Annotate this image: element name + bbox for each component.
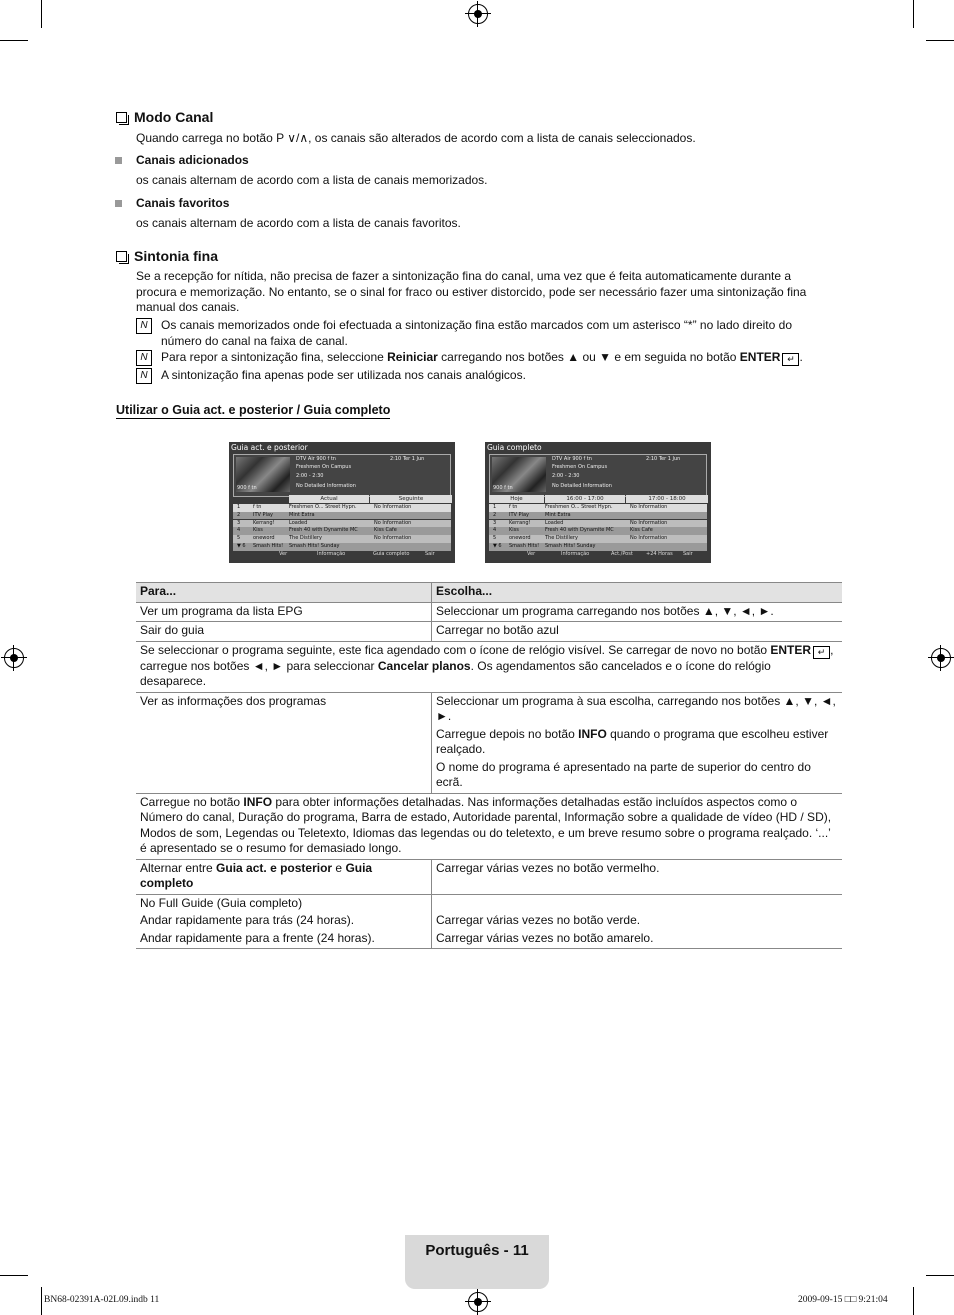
guide-row[interactable]: 1 f tn Freshmen O... Street Hypn. No Information — [233, 504, 451, 512]
crop-mark — [0, 40, 28, 41]
table-row: Sair do guia Carregar no botão azul — [136, 622, 842, 642]
guide-row[interactable]: 1 f tn Freshmen O... Street Hypn. No Information — [489, 504, 707, 512]
slug-date: 2009-09-15 □□ 9:21:04 — [798, 1295, 888, 1305]
registration-mark-icon — [4, 648, 24, 668]
table-header: Escolha... — [432, 583, 843, 603]
col-header: Seguinte — [370, 495, 452, 503]
screen-title: Guia completo — [487, 443, 542, 452]
sintonia-body: Se a recepção for nítida, não precisa de fazer a sintonização fina do canal, uma vez que é feita automaticamente durante a procura e memorização. No entanto, se o sinal for fraco ou estiver distorcido, pode ser necessário fazer uma sintonização fina manual dos canais. — [136, 269, 807, 314]
guide-row[interactable]: 2 ITV Play Mint Extra — [233, 512, 451, 520]
bullet-square-icon — [115, 200, 122, 207]
screen-title: Guia act. e posterior — [231, 443, 308, 452]
note — [136, 318, 821, 349]
guide-row[interactable]: 5 oneword The Distillery No Information — [233, 535, 451, 543]
guide-row[interactable]: 4 Kiss Fresh 40 with Dynamite MC Kiss Cafe — [489, 527, 707, 535]
table-header: Para... — [136, 583, 432, 603]
registration-mark-icon — [931, 648, 951, 668]
note-icon: N — [136, 350, 152, 366]
page-footer-tab — [405, 1235, 549, 1289]
guide-row[interactable]: 4 Kiss Fresh 40 with Dynamite MC Kiss Cafe — [233, 527, 451, 535]
crop-mark — [913, 0, 914, 28]
page-number: Português - 11 — [425, 1242, 529, 1259]
guide-row[interactable]: 2 ITV Play Mint Extra — [489, 512, 707, 520]
note-text: A sintonização fina apenas pode ser utilizada nos canais analógicos. — [161, 368, 526, 382]
checkbox-icon — [116, 112, 127, 123]
table-row: No Full Guide (Guia completo) Andar rapidamente para trás (24 horas). Andar rapidamente para a frente (24 horas). Carregar várias vezes no botão verde. Carregar várias vezes no botão amarelo. — [136, 894, 842, 949]
table-row: Ver as informações dos programas Seleccionar um programa à sua escolha, carregando nos botões ▲, ▼, ◄, ►. Carregue depois no botão INFO quando o programa que escolheu estiver realçado. O nome do programa é apresentado na parte de superior do centro do ecrã. — [136, 692, 842, 793]
guide-row[interactable]: 5 oneword The Distillery No Information — [489, 535, 707, 543]
section-title: Sintonia fina — [134, 248, 218, 264]
enter-icon: ↵ — [813, 646, 830, 659]
preview-thumbnail: 900 f tn — [492, 457, 546, 492]
section-modo-canal — [116, 109, 213, 125]
col-header: 17:00 - 18:00 — [626, 495, 708, 503]
guide-row[interactable]: 3 Kerrang! Loaded No Information — [233, 520, 451, 528]
guide-row[interactable]: ▼ 6 Smash Hits! Smash Hits! Sunday — [233, 543, 451, 551]
item-label: Canais adicionados — [136, 153, 249, 167]
crop-mark — [41, 1287, 42, 1315]
guide-row[interactable]: ▼ 6 Smash Hits! Smash Hits! Sunday — [489, 543, 707, 551]
item-text: os canais alternam de acordo com a lista de canais favoritos. — [136, 216, 461, 230]
crop-mark — [0, 1275, 28, 1276]
bullet-square-icon — [115, 157, 122, 164]
note-text: Para repor a sintonização fina, seleccione Reiniciar carregando nos botões ▲ ou ▼ e em seguida no botão ENTER ↵ . — [161, 350, 803, 364]
registration-mark-icon — [468, 1292, 488, 1312]
checkbox-icon — [116, 251, 127, 262]
enter-icon: ↵ — [782, 353, 799, 366]
table-row: Alternar entre Guia act. e posterior e Guia completo Carregar várias vezes no botão vermelho. — [136, 859, 842, 894]
preview-thumbnail: 900 f tn — [236, 457, 290, 492]
note — [136, 368, 821, 384]
item-text: os canais alternam de acordo com a lista de canais memorizados. — [136, 173, 488, 187]
registration-mark-icon — [468, 4, 488, 24]
col-header: Actual — [289, 495, 369, 503]
item-label: Canais favoritos — [136, 196, 230, 210]
crop-mark — [926, 1275, 954, 1276]
info-panel: 900 f tn DTV Air 900 f tn 2:10 Ter 1 Jun Freshmen On Campus 2:00 - 2:30 No Detailed Information — [489, 454, 707, 497]
col-header: 16:00 - 17:00 — [545, 495, 625, 503]
crop-mark — [913, 1287, 914, 1315]
crop-mark — [41, 0, 42, 28]
info-panel: 900 f tn DTV Air 900 f tn 2:10 Ter 1 Jun Freshmen On Campus 2:00 - 2:30 No Detailed Information — [233, 454, 451, 497]
col-header: Hoje — [489, 495, 544, 503]
table-row: Se seleccionar o programa seguinte, este fica agendado com o ícone de relógio visível. Se carregar de novo no botão ENTER ↵ , carregue nos botões ◄, ► para seleccionar Cancelar planos. Os agendamentos são cancelados e o ícone do relógio desaparece. — [136, 641, 842, 692]
function-table — [136, 582, 842, 949]
table-row: Carregue no botão INFO para obter informações detalhadas. Nas informações detalhadas estão incluídos aspectos como o Número do canal, Duração do programa, Barra de estado, Autoridade parental, Informação sobre a qualidade de vídeo (HD / SD), Modos de som, Legendas ou Teletexto, Idiomas das legendas ou do teletexto, e um breve resumo sobre o programa realçado. ‘...’ é apresentado se o resumo for demasiado longo. — [136, 793, 842, 859]
note-text: Os canais memorizados onde foi efectuada a sintonização fina estão marcados com um asterisco “*” no lado direito do número do canal na faixa de canal. — [161, 318, 792, 348]
guide-screenshot-now-next: Guia act. e posterior 900 f tn DTV Air 900 f tn 2:10 Ter 1 Jun Freshmen On Campus 2:00 - 2:30 No Detailed Information Actual Seguinte 1 f tn Freshmen O... Street Hypn. No Information 2 ITV Play Mint Extra 3 Kerrang! Loaded No Information 4 Kiss Fresh 40 with Dynamite MC Kiss Cafe 5 oneword The Distillery No Information ▼ 6 Smash Hits! Smash Hits! Sunday Ver Informação Guia completo Sair — [229, 442, 455, 563]
table-row: Ver um programa da lista EPG Seleccionar um programa carregando nos botões ▲, ▼, ◄, ►. — [136, 602, 842, 622]
section-sintonia-fina — [116, 248, 218, 264]
note-icon: N — [136, 368, 152, 384]
crop-mark — [926, 40, 954, 41]
slug-file: BN68-02391A-02L09.indb 11 — [44, 1295, 160, 1305]
note-icon: N — [136, 318, 152, 334]
modo-canal-intro: Quando carrega no botão P ∨/∧, os canais são alterados de acordo com a lista de canais seleccionados. — [136, 131, 696, 145]
guide-row[interactable]: 3 Kerrang! Loaded No Information — [489, 520, 707, 528]
guide-heading: Utilizar o Guia act. e posterior / Guia completo — [116, 403, 391, 417]
note — [136, 350, 821, 366]
guide-screenshot-full: Guia completo 900 f tn DTV Air 900 f tn 2:10 Ter 1 Jun Freshmen On Campus 2:00 - 2:30 No Detailed Information Hoje 16:00 - 17:00 17:00 - 18:00 1 f tn Freshmen O... Street Hypn. No Information 2 ITV Play Mint Extra 3 Kerrang! Loaded No Information 4 Kiss Fresh 40 with Dynamite MC Kiss Cafe 5 oneword The Distillery No Information ▼ 6 Smash Hits! Smash Hits! Sunday Ver Informação Act./Post +24 Horas Sair — [485, 442, 711, 563]
section-title: Modo Canal — [134, 109, 214, 125]
